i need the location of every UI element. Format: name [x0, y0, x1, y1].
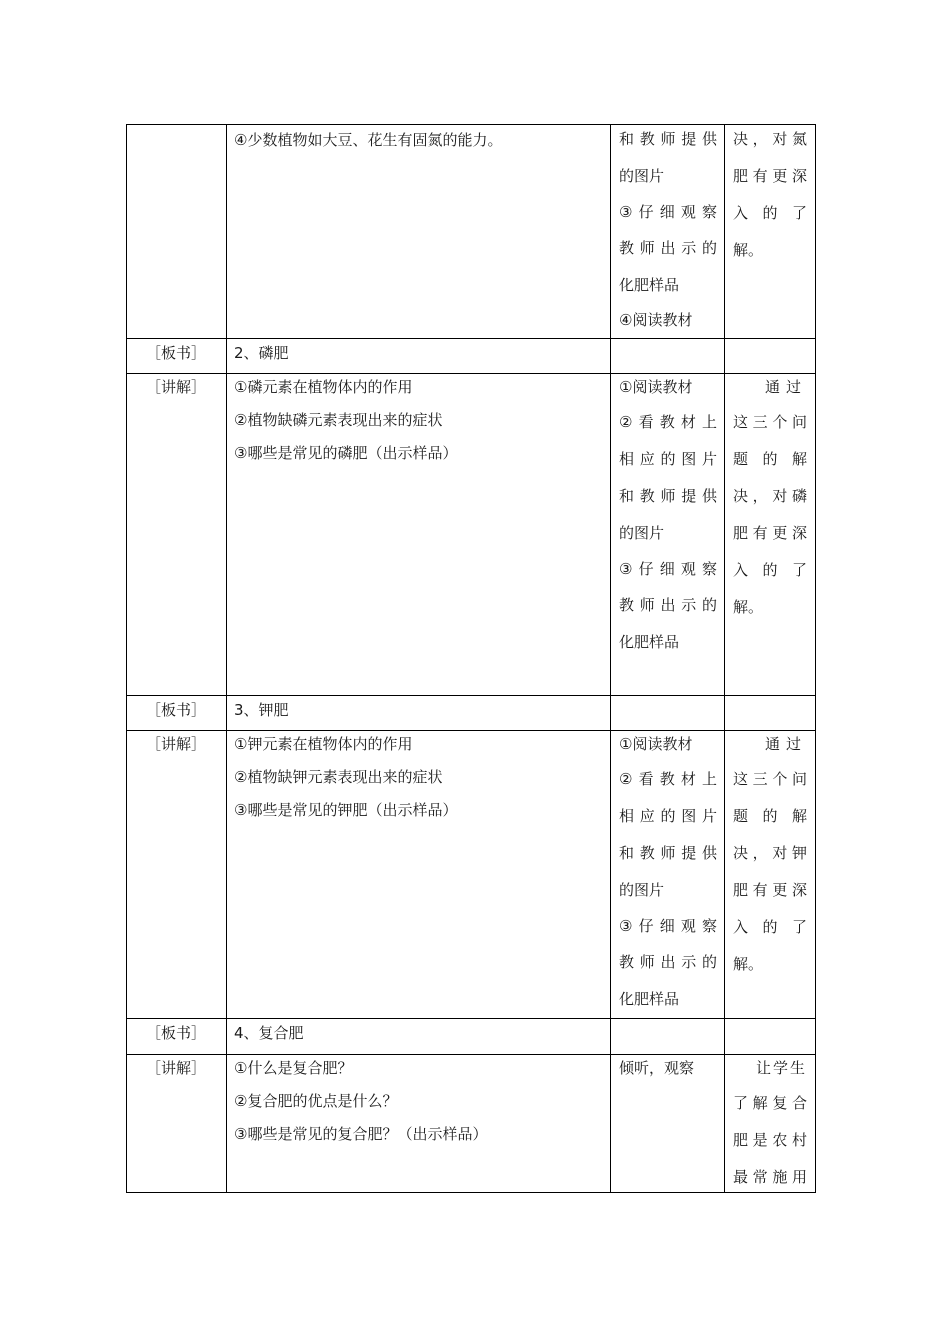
intent-line: 解。: [733, 598, 764, 616]
row-label: ［板书］: [145, 1024, 206, 1042]
activity-cell: [619, 371, 717, 661]
intent-line: 肥有更深: [733, 167, 807, 185]
intent-line: 肥有更深: [733, 881, 807, 899]
row-label: ［讲解］: [145, 1059, 206, 1077]
table-border-right: [815, 124, 816, 1193]
content-cell: [234, 1052, 604, 1151]
content-line: ②复合肥的优点是什么？: [234, 1092, 398, 1110]
activity-line: 的图片: [619, 524, 665, 542]
activity-line: ③仔细观察: [619, 560, 717, 578]
content-line: ③哪些是常见的磷肥（出示样品）: [234, 444, 458, 462]
content-cell: [234, 1017, 604, 1050]
activity-line: 和教师提供: [619, 844, 717, 862]
activity-line: ①阅读教材: [619, 378, 693, 396]
content-cell: [234, 124, 604, 157]
content-cell: [234, 337, 604, 370]
column-divider: [226, 124, 227, 1193]
intent-line: 解。: [733, 241, 764, 259]
intent-line: 通过: [764, 735, 807, 753]
row-label: ［板书］: [145, 344, 206, 362]
activity-cell: [619, 1052, 717, 1085]
intent-line: 决，对钾: [733, 844, 807, 862]
activity-line: ③仔细观察: [619, 917, 717, 935]
row-label: ［讲解］: [145, 378, 206, 396]
intent-cell: [733, 728, 807, 983]
activity-line: 相应的图片: [619, 807, 717, 825]
intent-line: 题的解: [733, 807, 807, 825]
activity-line: ②看教材上: [619, 770, 717, 788]
activity-line: 的图片: [619, 881, 665, 899]
intent-line: 决，对氮: [733, 130, 807, 148]
intent-line: 最常施用: [733, 1168, 807, 1186]
intent-line: 入的了: [733, 561, 807, 579]
intent-cell: [733, 371, 807, 626]
content-line: 3、钾肥: [234, 701, 289, 719]
intent-cell: [733, 121, 807, 269]
intent-line: 了解复合: [733, 1094, 807, 1112]
content-line: ③哪些是常见的钾肥（出示样品）: [234, 801, 458, 819]
activity-line: 教师出示的: [619, 596, 717, 614]
activity-line: 相应的图片: [619, 450, 717, 468]
content-line: ②植物缺钾元素表现出来的症状: [234, 768, 443, 786]
activity-line: 倾听，观察: [619, 1059, 695, 1077]
intent-line: 题的解: [733, 450, 807, 468]
intent-line: 解。: [733, 955, 764, 973]
activity-cell: [619, 728, 717, 1018]
content-line: ④少数植物如大豆、花生有固氮的能力。: [234, 131, 503, 149]
content-line: 4、复合肥: [234, 1024, 304, 1042]
activity-line: 和教师提供: [619, 487, 717, 505]
activity-line: 化肥样品: [619, 990, 680, 1008]
content-cell: [234, 371, 604, 470]
content-line: 2、磷肥: [234, 344, 289, 362]
row-label: ［板书］: [145, 701, 206, 719]
activity-line: 化肥样品: [619, 276, 680, 294]
intent-line: 让学生: [755, 1059, 807, 1077]
activity-line: 化肥样品: [619, 633, 680, 651]
activity-line: 教师出示的: [619, 239, 717, 257]
content-line: ①钾元素在植物体内的作用: [234, 735, 413, 753]
intent-cell: [733, 1052, 807, 1196]
activity-cell: [619, 121, 717, 337]
activity-line: ②看教材上: [619, 413, 717, 431]
intent-line: 肥是农村: [733, 1131, 807, 1149]
content-line: ②植物缺磷元素表现出来的症状: [234, 411, 443, 429]
table-border-bottom: [126, 1192, 816, 1193]
column-divider: [610, 124, 611, 1193]
content-line: ③哪些是常见的复合肥？（出示样品）: [234, 1125, 488, 1143]
lesson-plan-table: [126, 124, 816, 1193]
activity-line: 和教师提供: [619, 130, 717, 148]
intent-line: 决，对磷: [733, 487, 807, 505]
activity-line: ③仔细观察: [619, 203, 717, 221]
activity-line: ④阅读教材: [619, 311, 693, 329]
intent-line: 这三个问: [733, 770, 807, 788]
intent-line: 入的了: [733, 918, 807, 936]
intent-line: 这三个问: [733, 413, 807, 431]
intent-line: 入的了: [733, 204, 807, 222]
intent-line: 肥有更深: [733, 524, 807, 542]
content-line: ①磷元素在植物体内的作用: [234, 378, 413, 396]
content-line: ①什么是复合肥？: [234, 1059, 353, 1077]
column-divider: [724, 124, 725, 1193]
row-label: ［讲解］: [145, 735, 206, 753]
activity-line: ①阅读教材: [619, 735, 693, 753]
intent-line: 通过: [764, 378, 807, 396]
content-cell: [234, 728, 604, 827]
content-cell: [234, 694, 604, 727]
activity-line: 的图片: [619, 167, 665, 185]
activity-line: 教师出示的: [619, 953, 717, 971]
